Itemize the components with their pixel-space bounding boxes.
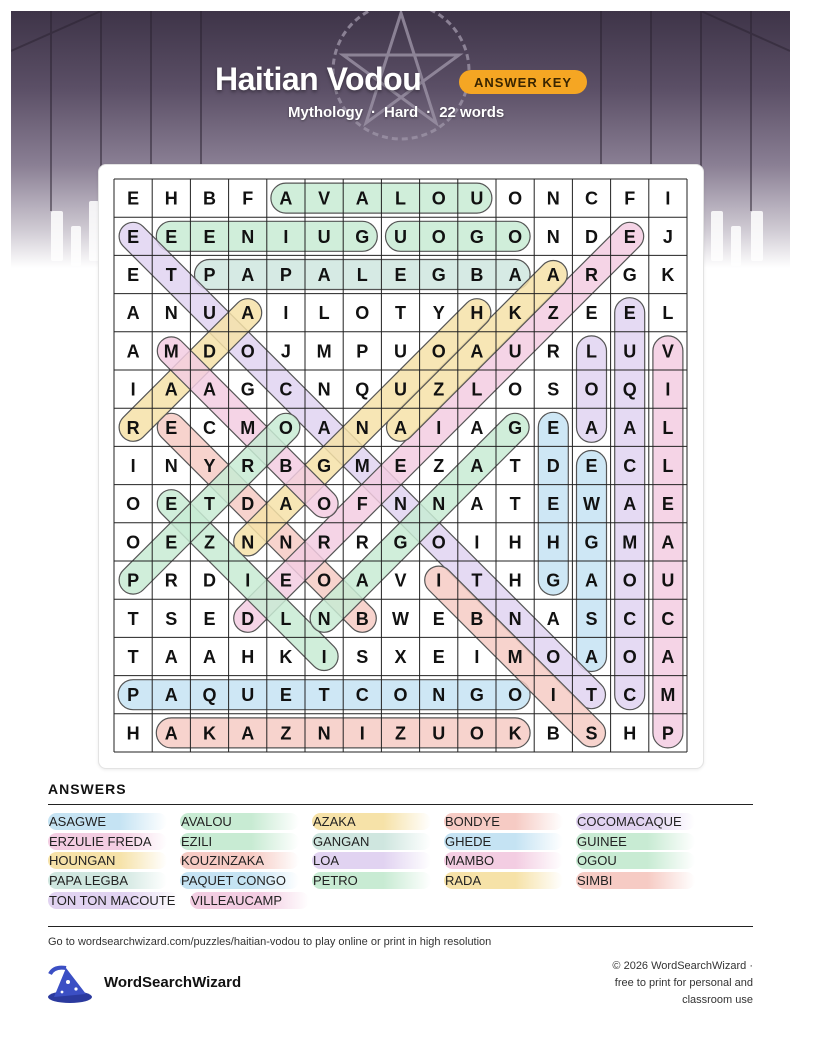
grid-cell[interactable]: L: [318, 303, 330, 324]
grid-cell[interactable]: Q: [622, 379, 637, 400]
grid-cell[interactable]: O: [431, 226, 446, 247]
answer-word: PETRO: [312, 872, 431, 889]
grid-cell[interactable]: C: [585, 188, 598, 209]
grid-cell[interactable]: T: [586, 685, 597, 706]
grid-cell[interactable]: A: [585, 647, 598, 667]
grid-cell[interactable]: N: [164, 456, 178, 476]
grid-cell[interactable]: A: [661, 532, 675, 553]
copyright-line: classroom use: [682, 994, 753, 1006]
grid-cell[interactable]: M: [240, 417, 256, 438]
grid-cell[interactable]: E: [394, 265, 407, 285]
grid-cell[interactable]: A: [470, 456, 484, 476]
grid-cell[interactable]: L: [662, 417, 674, 438]
answer-word: KOUZINZAKA: [180, 852, 299, 869]
grid-cell[interactable]: A: [470, 494, 484, 515]
answer-word: MAMBO: [444, 852, 563, 869]
answers-divider: [48, 804, 753, 805]
grid-cell[interactable]: D: [203, 341, 216, 362]
grid-cell[interactable]: A: [623, 417, 637, 438]
grid-cell[interactable]: C: [623, 685, 637, 706]
grid-cell[interactable]: O: [622, 570, 637, 591]
grid-cell[interactable]: S: [585, 608, 598, 629]
copyright-line: © 2026 WordSearchWizard ·: [612, 960, 753, 972]
grid-cell[interactable]: L: [586, 341, 597, 362]
grid-cell[interactable]: C: [355, 685, 369, 706]
grid-cell[interactable]: G: [393, 532, 408, 553]
grid-cell[interactable]: T: [395, 303, 406, 324]
grid-cell[interactable]: C: [279, 379, 293, 400]
grid-cell[interactable]: N: [241, 532, 255, 553]
grid-cell[interactable]: G: [622, 265, 637, 285]
grid-cell[interactable]: A: [470, 341, 484, 362]
grid-cell[interactable]: C: [203, 417, 216, 438]
grid-cell[interactable]: S: [547, 379, 560, 400]
grid-cell[interactable]: E: [432, 647, 445, 667]
category-label: Mythology: [288, 104, 363, 121]
grid-cell[interactable]: A: [355, 570, 369, 591]
grid-cell[interactable]: O: [508, 188, 523, 209]
grid-cell[interactable]: U: [470, 188, 484, 209]
grid-cell[interactable]: A: [623, 494, 637, 515]
grid-cell[interactable]: H: [241, 647, 255, 667]
grid-cell[interactable]: T: [471, 570, 483, 591]
grid-cell[interactable]: M: [622, 532, 638, 553]
grid-cell[interactable]: O: [584, 379, 599, 400]
grid-cell[interactable]: T: [318, 685, 330, 706]
grid-cell[interactable]: H: [546, 532, 560, 553]
grid-cell[interactable]: T: [127, 647, 139, 667]
grid-cell[interactable]: K: [661, 265, 675, 285]
grid-cell[interactable]: A: [661, 647, 675, 667]
grid-cell[interactable]: N: [317, 379, 331, 400]
answer-word: EZILI: [180, 833, 299, 850]
grid-cell[interactable]: A: [508, 265, 522, 285]
grid-cell[interactable]: E: [623, 303, 636, 324]
grid-cell[interactable]: R: [126, 417, 140, 438]
grid-cell[interactable]: V: [661, 341, 674, 362]
grid-cell[interactable]: L: [471, 379, 483, 400]
grid-cell[interactable]: R: [164, 570, 178, 591]
answer-word: TON TON MACOUTE: [48, 892, 179, 909]
grid-cell[interactable]: I: [436, 417, 442, 438]
grid-cell[interactable]: F: [624, 188, 636, 209]
grid-cell[interactable]: Y: [432, 303, 445, 324]
grid-cell[interactable]: A: [164, 647, 178, 667]
grid-cell[interactable]: O: [508, 685, 523, 706]
meta-separator: ·: [426, 104, 432, 121]
grid-cell[interactable]: A: [164, 379, 178, 400]
difficulty-label: Hard: [384, 104, 419, 121]
grid-cell[interactable]: O: [546, 647, 561, 667]
answers-heading: ANSWERS: [48, 781, 127, 797]
grid-cell[interactable]: I: [436, 570, 442, 591]
grid-cell[interactable]: O: [431, 341, 446, 362]
grid-cell[interactable]: M: [354, 456, 370, 476]
grid-cell[interactable]: A: [203, 647, 216, 667]
grid-cell[interactable]: O: [393, 685, 408, 706]
grid-cell[interactable]: H: [508, 532, 522, 553]
grid-cell[interactable]: M: [507, 647, 523, 667]
grid-cell[interactable]: G: [317, 456, 332, 476]
answer-word: ERZULIE FREDA: [48, 833, 167, 850]
word-count-label: 22 words: [439, 104, 505, 121]
grid-cell[interactable]: G: [355, 226, 370, 247]
grid-cell[interactable]: Z: [433, 456, 445, 476]
grid-cell[interactable]: F: [356, 494, 368, 515]
grid-cell[interactable]: R: [317, 532, 331, 553]
grid-cell[interactable]: Z: [204, 532, 215, 553]
grid-cell[interactable]: T: [509, 494, 521, 515]
grid-cell[interactable]: L: [662, 456, 674, 476]
grid-cell[interactable]: N: [432, 685, 446, 706]
grid-cell[interactable]: U: [241, 685, 255, 706]
grid-cell[interactable]: I: [359, 723, 365, 744]
grid-cell[interactable]: I: [130, 456, 136, 476]
grid-cell[interactable]: A: [546, 265, 560, 285]
grid-cell[interactable]: P: [127, 570, 140, 591]
grid-cell[interactable]: O: [240, 341, 255, 362]
grid-cell[interactable]: G: [508, 417, 523, 438]
grid-cell[interactable]: U: [203, 303, 216, 324]
grid-cell[interactable]: B: [355, 608, 369, 629]
grid-cell[interactable]: A: [126, 303, 140, 324]
grid-cell[interactable]: N: [508, 608, 522, 629]
grid-cell[interactable]: A: [241, 265, 255, 285]
grid-cell[interactable]: K: [508, 303, 522, 324]
grid-cell[interactable]: H: [623, 723, 637, 744]
meta-separator: ·: [371, 104, 376, 121]
grid-cell[interactable]: N: [317, 608, 331, 629]
grid-cell[interactable]: I: [474, 532, 480, 553]
grid-cell[interactable]: W: [392, 608, 409, 629]
answer-word: GANGAN: [312, 833, 431, 850]
grid-cell[interactable]: X: [394, 647, 407, 667]
grid-cell[interactable]: O: [508, 379, 523, 400]
grid-cell[interactable]: I: [283, 226, 289, 247]
grid-cell[interactable]: G: [469, 685, 484, 706]
grid-cell[interactable]: A: [317, 417, 331, 438]
grid-cell[interactable]: A: [203, 379, 216, 400]
grid-cell[interactable]: J: [280, 341, 291, 362]
grid-cell[interactable]: L: [356, 265, 368, 285]
grid-cell[interactable]: K: [203, 723, 216, 744]
answer-word: RADA: [444, 872, 563, 889]
grid-cell[interactable]: A: [164, 723, 178, 744]
grid-cell[interactable]: B: [470, 265, 484, 285]
grid-cell[interactable]: P: [127, 685, 140, 706]
grid-cell[interactable]: P: [661, 723, 674, 744]
grid-cell[interactable]: U: [394, 226, 407, 247]
grid-cell[interactable]: N: [394, 494, 407, 515]
grid-cell[interactable]: O: [317, 570, 332, 591]
grid-cell[interactable]: E: [203, 226, 216, 247]
letter-layer: [126, 189, 675, 744]
copyright: [573, 958, 753, 1009]
grid-cell[interactable]: V: [318, 188, 331, 209]
grid-cell[interactable]: C: [661, 608, 675, 629]
grid-cell[interactable]: N: [241, 226, 255, 247]
grid-cell[interactable]: H: [508, 570, 522, 591]
answer-word: SIMBI: [576, 872, 695, 889]
answer-word: GHEDE: [444, 833, 563, 850]
answer-word: LOA: [312, 852, 431, 869]
grid-cell[interactable]: J: [662, 226, 673, 247]
grid-cell[interactable]: I: [665, 379, 671, 400]
footer-divider: [48, 926, 753, 927]
grid-cell[interactable]: Z: [395, 723, 406, 744]
answer-word: OGOU: [576, 852, 695, 869]
grid-cell[interactable]: E: [394, 456, 407, 476]
grid-cell[interactable]: C: [623, 608, 637, 629]
grid-cell[interactable]: O: [622, 647, 637, 667]
grid-cell[interactable]: O: [278, 417, 293, 438]
grid-cell[interactable]: N: [317, 723, 331, 744]
grid-cell[interactable]: I: [665, 188, 671, 209]
grid-cell[interactable]: I: [245, 570, 251, 591]
grid-cell[interactable]: P: [356, 341, 369, 362]
grid-cell[interactable]: A: [355, 188, 369, 209]
grid-cell[interactable]: O: [431, 188, 446, 209]
grid-cell[interactable]: T: [127, 608, 139, 629]
grid-cell[interactable]: E: [623, 226, 636, 247]
grid-cell[interactable]: R: [585, 265, 598, 285]
grid-cell[interactable]: M: [163, 341, 179, 362]
grid-cell[interactable]: A: [470, 417, 484, 438]
grid-cell[interactable]: E: [547, 494, 560, 515]
answer-word: GUINEE: [576, 833, 695, 850]
grid-cell[interactable]: S: [165, 608, 178, 629]
grid-cell[interactable]: B: [279, 456, 293, 476]
grid-cell[interactable]: U: [623, 341, 637, 362]
grid-cell[interactable]: E: [127, 265, 140, 285]
grid-cell[interactable]: Z: [433, 379, 445, 400]
grid-cell[interactable]: O: [126, 532, 141, 553]
grid-cell[interactable]: K: [279, 647, 293, 667]
grid-cell[interactable]: E: [203, 608, 216, 629]
grid-cell[interactable]: U: [508, 341, 522, 362]
grid-cell[interactable]: D: [203, 570, 216, 591]
grid-cell[interactable]: A: [317, 265, 331, 285]
grid-cell[interactable]: A: [546, 608, 560, 629]
grid-cell[interactable]: B: [546, 723, 560, 744]
grid-cell[interactable]: R: [546, 341, 560, 362]
grid-cell[interactable]: E: [432, 608, 445, 629]
grid-cell[interactable]: R: [241, 456, 255, 476]
grid-cell[interactable]: M: [316, 341, 332, 362]
grid-cell[interactable]: E: [127, 188, 140, 209]
grid-cell[interactable]: N: [546, 226, 560, 247]
grid-cell[interactable]: Z: [547, 303, 559, 324]
grid-cell[interactable]: W: [583, 494, 600, 515]
grid-cell[interactable]: N: [432, 494, 446, 515]
grid-cell[interactable]: A: [279, 188, 293, 209]
grid-cell[interactable]: A: [241, 303, 255, 324]
grid-cell[interactable]: E: [279, 570, 292, 591]
grid-cell[interactable]: E: [661, 494, 674, 515]
grid-cell[interactable]: Q: [355, 379, 370, 400]
grid-cell[interactable]: A: [279, 494, 293, 515]
grid-cell[interactable]: I: [283, 303, 289, 324]
grid-cell[interactable]: D: [546, 456, 560, 476]
grid-cell[interactable]: E: [165, 494, 178, 515]
grid-cell[interactable]: A: [585, 417, 598, 438]
brand-name[interactable]: WordSearchWizard: [104, 974, 242, 991]
answer-word: AZAKA: [312, 813, 431, 830]
grid-cell[interactable]: L: [395, 188, 406, 209]
grid-cell[interactable]: E: [585, 456, 598, 476]
answer-word: COCOMACAQUE: [576, 813, 695, 830]
grid-cell[interactable]: G: [584, 532, 599, 553]
grid-cell[interactable]: G: [469, 226, 484, 247]
grid-cell[interactable]: B: [470, 608, 484, 629]
grid-cell[interactable]: O: [469, 723, 484, 744]
grid-cell[interactable]: A: [394, 417, 407, 438]
grid-cell[interactable]: S: [585, 723, 598, 744]
answer-word: PAQUET CONGO: [180, 872, 299, 889]
grid-cell[interactable]: I: [474, 647, 480, 667]
grid-cell[interactable]: U: [661, 570, 675, 591]
grid-cell[interactable]: I: [550, 685, 556, 706]
grid-cell[interactable]: K: [508, 723, 522, 744]
grid-cell[interactable]: E: [165, 226, 178, 247]
grid-cell[interactable]: H: [164, 188, 178, 209]
grid-cell[interactable]: O: [126, 494, 141, 515]
grid-cell[interactable]: S: [356, 647, 369, 667]
grid-cell[interactable]: U: [432, 723, 446, 744]
grid-cell[interactable]: G: [546, 570, 561, 591]
answer-word: PAPA LEGBA: [48, 872, 167, 889]
grid-cell[interactable]: U: [394, 341, 407, 362]
grid-cell[interactable]: U: [394, 379, 407, 400]
answer-word: HOUNGAN: [48, 852, 167, 869]
grid-cell[interactable]: E: [127, 226, 140, 247]
grid-cell[interactable]: I: [130, 379, 136, 400]
answer-word: ASAGWE: [48, 813, 167, 830]
grid-cell[interactable]: E: [165, 532, 178, 553]
grid-cell[interactable]: C: [623, 456, 637, 476]
grid-cell[interactable]: M: [660, 685, 676, 706]
grid-cell[interactable]: T: [509, 456, 521, 476]
grid-cell[interactable]: P: [279, 265, 292, 285]
grid-cell[interactable]: N: [546, 188, 560, 209]
grid-cell[interactable]: H: [126, 723, 140, 744]
grid-cell[interactable]: E: [165, 417, 178, 438]
footer-link[interactable]: Go to wordsearchwizard.com/puzzles/haitian-vodou to play online or print in high resolution: [48, 936, 492, 948]
grid-cell[interactable]: O: [508, 226, 523, 247]
wizard-hat-icon: [46, 964, 94, 1004]
answer-word: BONDYE: [444, 813, 563, 830]
grid-cell[interactable]: D: [585, 226, 598, 247]
answer-word: VILLEAUCAMP: [190, 892, 309, 909]
grid-cell[interactable]: N: [355, 417, 369, 438]
grid-cell[interactable]: A: [126, 341, 140, 362]
grid-cell[interactable]: E: [547, 417, 560, 438]
grid-cell[interactable]: D: [241, 608, 255, 629]
grid-cell[interactable]: A: [585, 570, 598, 591]
copyright-line: free to print for personal and: [614, 977, 753, 989]
grid-cell[interactable]: I: [321, 647, 327, 667]
grid-cell[interactable]: R: [355, 532, 369, 553]
grid-cell[interactable]: A: [241, 723, 255, 744]
grid-cell[interactable]: L: [662, 303, 674, 324]
grid-cell[interactable]: B: [203, 188, 216, 209]
grid-cell[interactable]: G: [431, 265, 446, 285]
grid-cell[interactable]: V: [394, 570, 407, 591]
grid-cell[interactable]: H: [470, 303, 484, 324]
grid-cell[interactable]: D: [241, 494, 255, 515]
grid-cell[interactable]: O: [317, 494, 332, 515]
grid-cell[interactable]: T: [204, 494, 215, 515]
grid-cell[interactable]: O: [431, 532, 446, 553]
grid-cell[interactable]: F: [242, 188, 254, 209]
grid-cell[interactable]: T: [165, 265, 177, 285]
grid-cell[interactable]: Y: [203, 456, 216, 476]
grid-cell[interactable]: Q: [202, 685, 217, 706]
grid-cell[interactable]: P: [203, 265, 216, 285]
grid-cell[interactable]: N: [279, 532, 293, 553]
grid-cell[interactable]: U: [317, 226, 331, 247]
grid-cell[interactable]: G: [240, 379, 255, 400]
grid-cell[interactable]: L: [280, 608, 292, 629]
answer-word: AVALOU: [180, 813, 299, 830]
grid-cell[interactable]: O: [355, 303, 370, 324]
answer-key-badge: ANSWER KEY: [459, 70, 587, 94]
grid-cell[interactable]: A: [164, 685, 178, 706]
grid-cell[interactable]: E: [585, 303, 598, 324]
page-title: Haitian Vodou: [215, 61, 422, 97]
grid-cell[interactable]: N: [164, 303, 178, 324]
grid-cell[interactable]: E: [279, 685, 292, 706]
grid-cell[interactable]: Z: [280, 723, 292, 744]
